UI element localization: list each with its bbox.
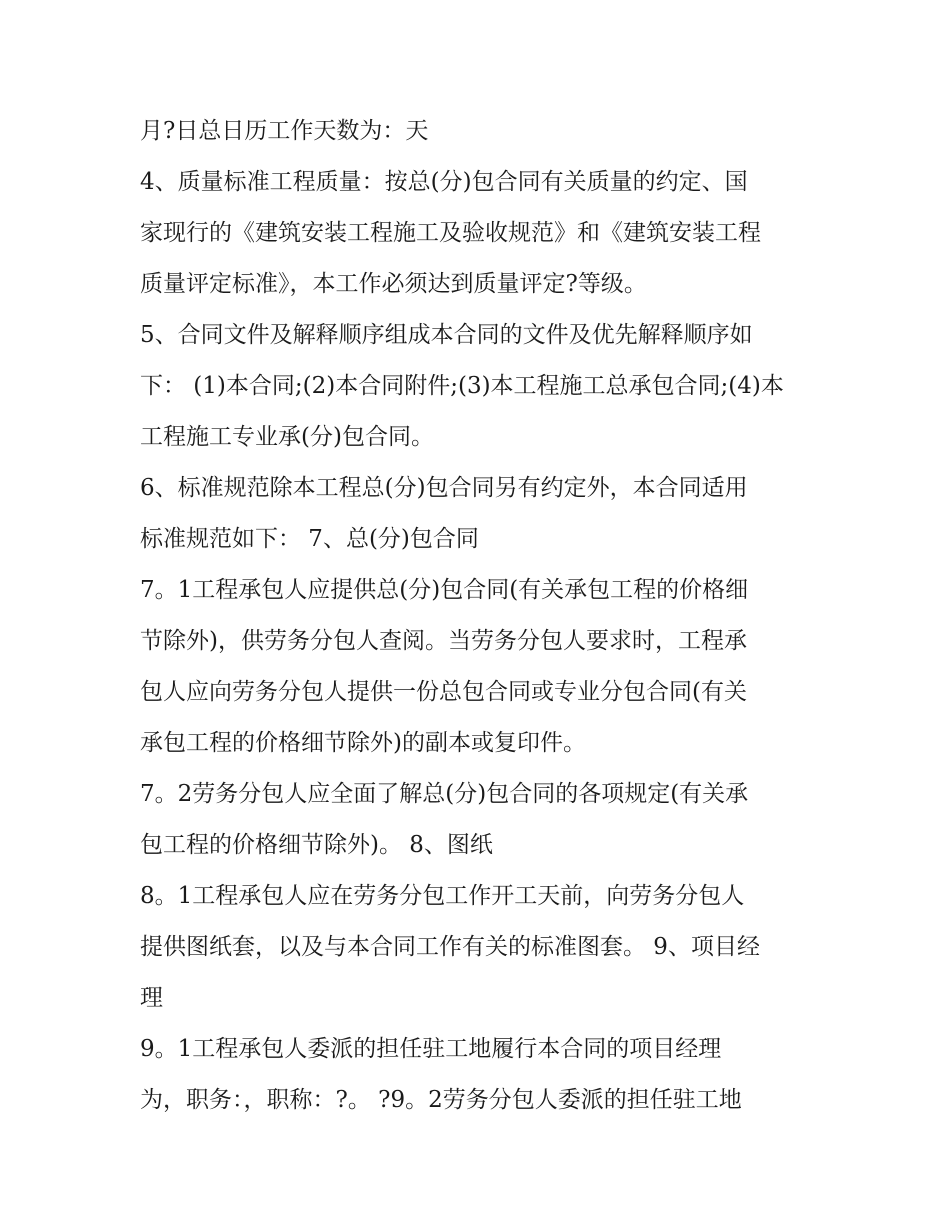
text-line: 工程施工专业承(分)包合同。 bbox=[140, 424, 434, 450]
text-line: 理 bbox=[140, 985, 163, 1011]
text-line: 承包工程的价格细节除外)的副本或复印件。 bbox=[140, 730, 586, 756]
text-line: 5、合同文件及解释顺序组成本合同的文件及优先解释顺序如 bbox=[140, 322, 753, 348]
text-line: 下： (1)本合同;(2)本合同附件;(3)本工程施工总承包合同;(4)本 bbox=[140, 373, 784, 399]
text-line: 9。1工程承包人委派的担任驻工地履行本合同的项目经理 bbox=[140, 1036, 722, 1062]
text-line: 6、标准规范除本工程总(分)包合同另有约定外，本合同适用 bbox=[140, 475, 748, 501]
text-line: 月?日总日历工作天数为：天 bbox=[140, 118, 429, 144]
text-line: 7。2劳务分包人应全面了解总(分)包合同的各项规定(有关承 bbox=[140, 781, 749, 807]
text-line: 4、质量标准工程质量：按总(分)包合同有关质量的约定、国 bbox=[140, 169, 748, 195]
text-line: 质量评定标准》，本工作必须达到质量评定?等级。 bbox=[140, 271, 647, 297]
text-line: 7。1工程承包人应提供总(分)包合同(有关承包工程的价格细 bbox=[140, 577, 749, 603]
text-line: 标准规范如下： 7、总(分)包合同 bbox=[140, 526, 479, 552]
text-line: 包人应向劳务分包人提供一份总包合同或专业分包合同(有关 bbox=[140, 679, 747, 705]
text-line: 节除外)，供劳务分包人查阅。当劳务分包人要求时，工程承 bbox=[140, 628, 747, 654]
text-line: 提供图纸套，以及与本合同工作有关的标准图套。 9、项目经 bbox=[140, 934, 760, 960]
text-line: 家现行的《建筑安装工程施工及验收规范》和《建筑安装工程 bbox=[140, 220, 761, 246]
text-line: 包工程的价格细节除外)。 8、图纸 bbox=[140, 832, 493, 858]
text-line: 为，职务：，职称：?。 ?9。2劳务分包人委派的担任驻工地 bbox=[140, 1087, 742, 1113]
text-line: 8。1工程承包人应在劳务分包工作开工天前，向劳务分包人 bbox=[140, 883, 745, 909]
document-body bbox=[140, 106, 820, 1126]
